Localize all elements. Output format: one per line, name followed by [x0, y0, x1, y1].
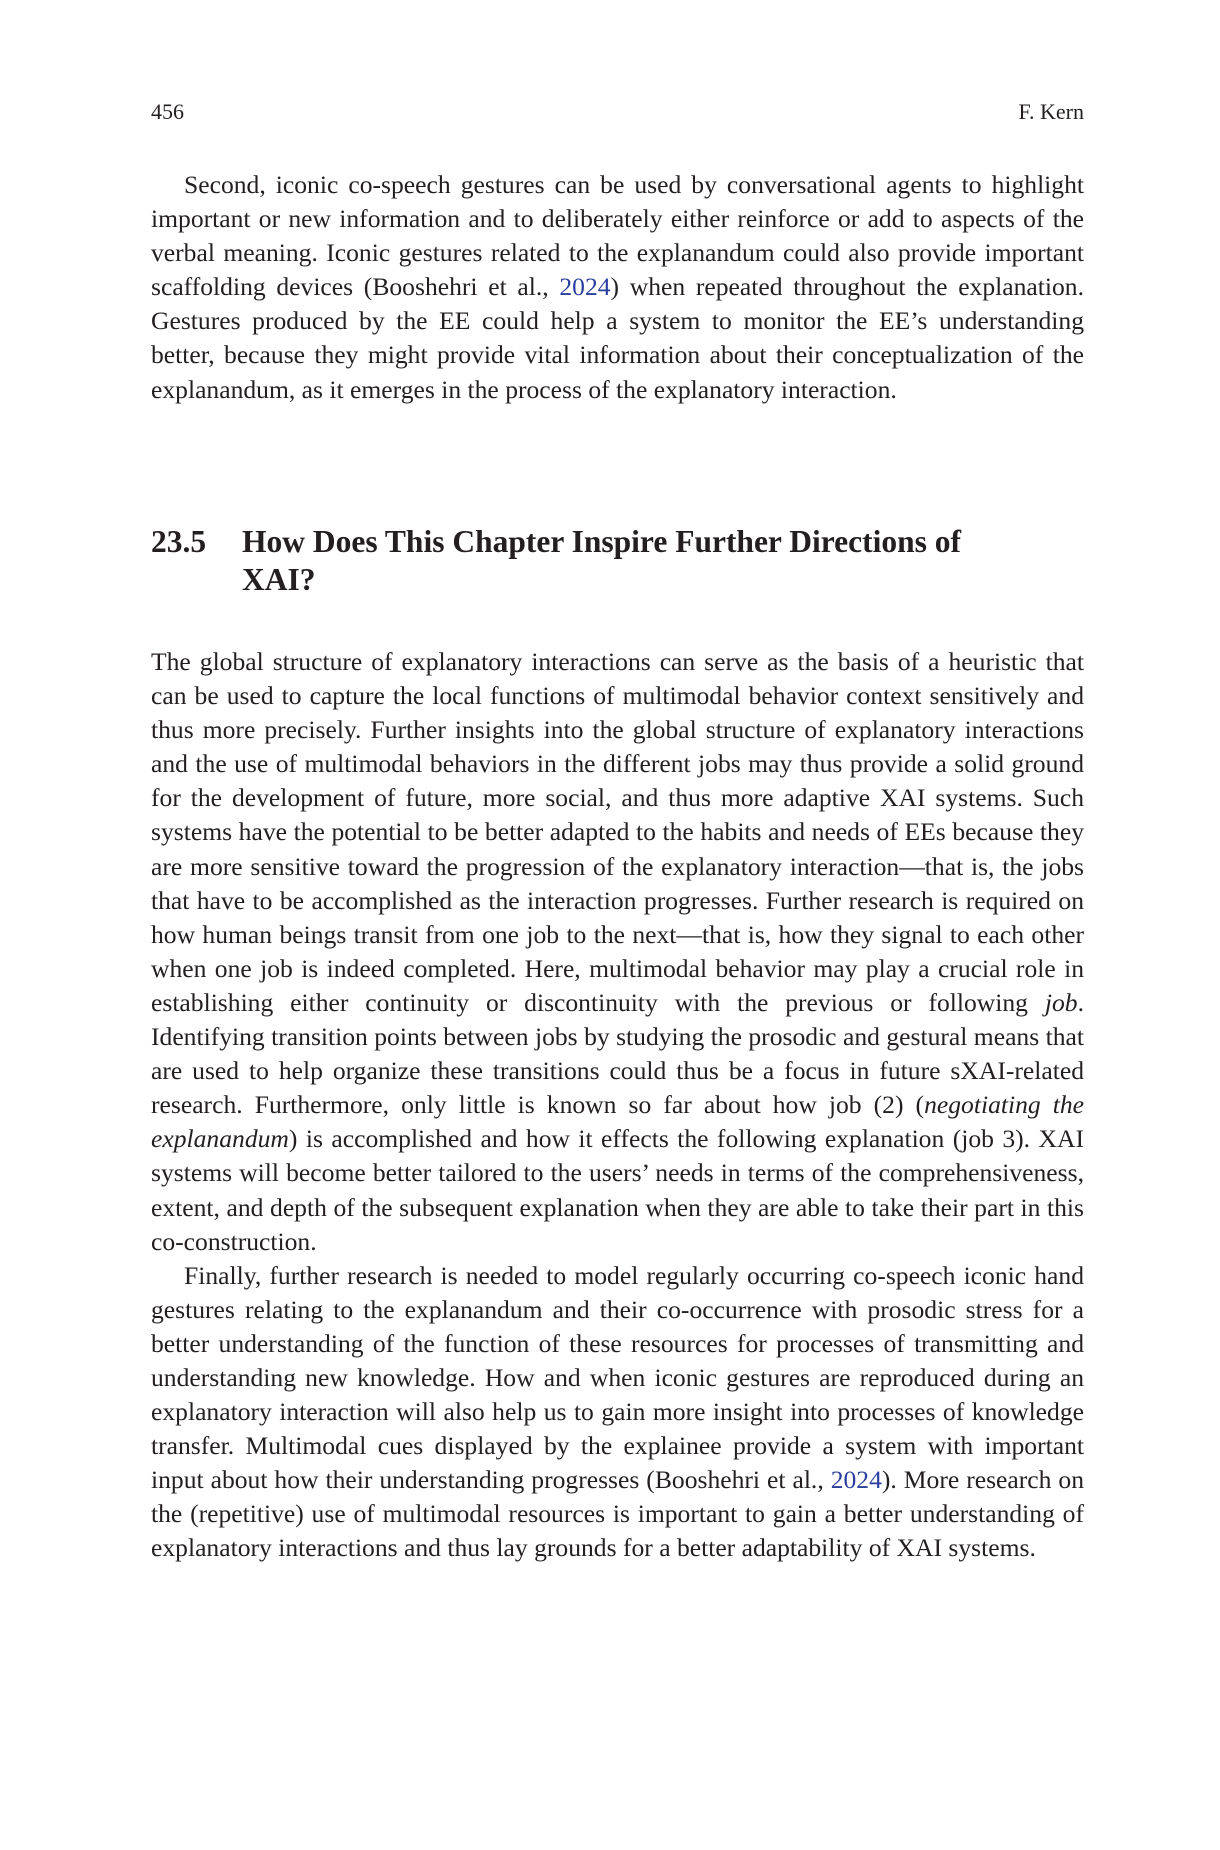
running-head [151, 97, 1084, 127]
section-heading [151, 523, 1084, 599]
section-number: 23.5 [151, 524, 207, 559]
paragraph-text: . Identifying transition points between jobs by studying the prosodic and gestural means that are used to help organize these transitions could thus be a focus in future sXAI-related research. Furthermore, only little is known so far about how job (2) ( [151, 987, 1084, 1120]
paragraph-text: ) is accomplished and how it effects the following explanation (job 3). XAI systems will become better tailored to the users’ needs in terms of the comprehensiveness, extent, and depth of the subsequent explanation when they are able to take their part in this co-construction. [151, 1124, 1084, 1256]
paragraph-text: ). More research on the (repetitive) use of multimodal resources is important to gain a better understanding of explanatory interactions and thus lay grounds for a better adaptability of XAI systems. [151, 1465, 1084, 1563]
section-title: How Does This Chapter Inspire Further Directions of XAI? [242, 524, 961, 597]
running-head-author: F. Kern [1018, 99, 1084, 124]
paragraph-text: ) when repeated throughout the explanation. Gestures produced by the EE could help a system to monitor the EE’s understanding better, because they might provide vital information about their conceptualization of the explanandum, as it emerges in the process of the explanatory interaction. [151, 272, 1084, 404]
page-number: 456 [151, 99, 184, 124]
italic-term-job: job [1044, 987, 1078, 1017]
paragraph-text: The global structure of explanatory interactions can serve as the basis of a heuristic that can be used to capture the local functions of multimodal behavior context sensitively and thus more precisely. Further insights into the global structure of explanatory interactions and the use of multimodal behaviors in the different jobs may thus provide a solid ground for the development of future, more social, and thus more adaptive XAI systems. Such systems have the potential to be better adapted to the habits and needs of EEs because they are more sensitive toward the progression of the explanatory interaction—that is, the jobs that have to be accomplished as the interaction progresses. Further research is required on how human beings transit from one job to the next—that is, how they signal to each other when one job is indeed completed. Here, multimodal behavior may play a crucial role in establishing either continuity or discontinuity with the previous or following [151, 647, 1084, 1017]
body-text-top [151, 168, 1084, 407]
paragraph-text: Finally, further research is needed to model regularly occurring co-speech iconic hand gestures relating to the explanandum and their co-occurrence with prosodic stress for a better understanding of the function of these resources for processes of transmitting and understanding new knowledge. How and when iconic gestures are reproduced during an explanatory interaction will also help us to gain more insight into processes of knowledge transfer. Multimodal cues displayed by the explainee provide a system with important input about how their understanding progresses (Booshehri et al., [151, 1260, 1084, 1495]
citation-link-booshehri-2024[interactable]: 2024 [830, 1465, 882, 1495]
paragraph-gestures [151, 168, 1084, 407]
paragraph-global-structure [151, 645, 1084, 1259]
paragraph-text: Second, iconic co-speech gestures can be used by conversational agents to highlight important or new information and to deliberately either reinforce or add to aspects of the verbal meaning. Iconic gestures related to the explanandum could also provide important scaffolding devices (Booshehri et al., [151, 170, 1084, 302]
italic-term-negotiating: negotiating the explanandum [151, 1090, 1085, 1154]
paragraph-finally [151, 1259, 1084, 1566]
citation-link-booshehri-2024[interactable]: 2024 [559, 272, 611, 302]
body-text-section [151, 645, 1084, 1566]
